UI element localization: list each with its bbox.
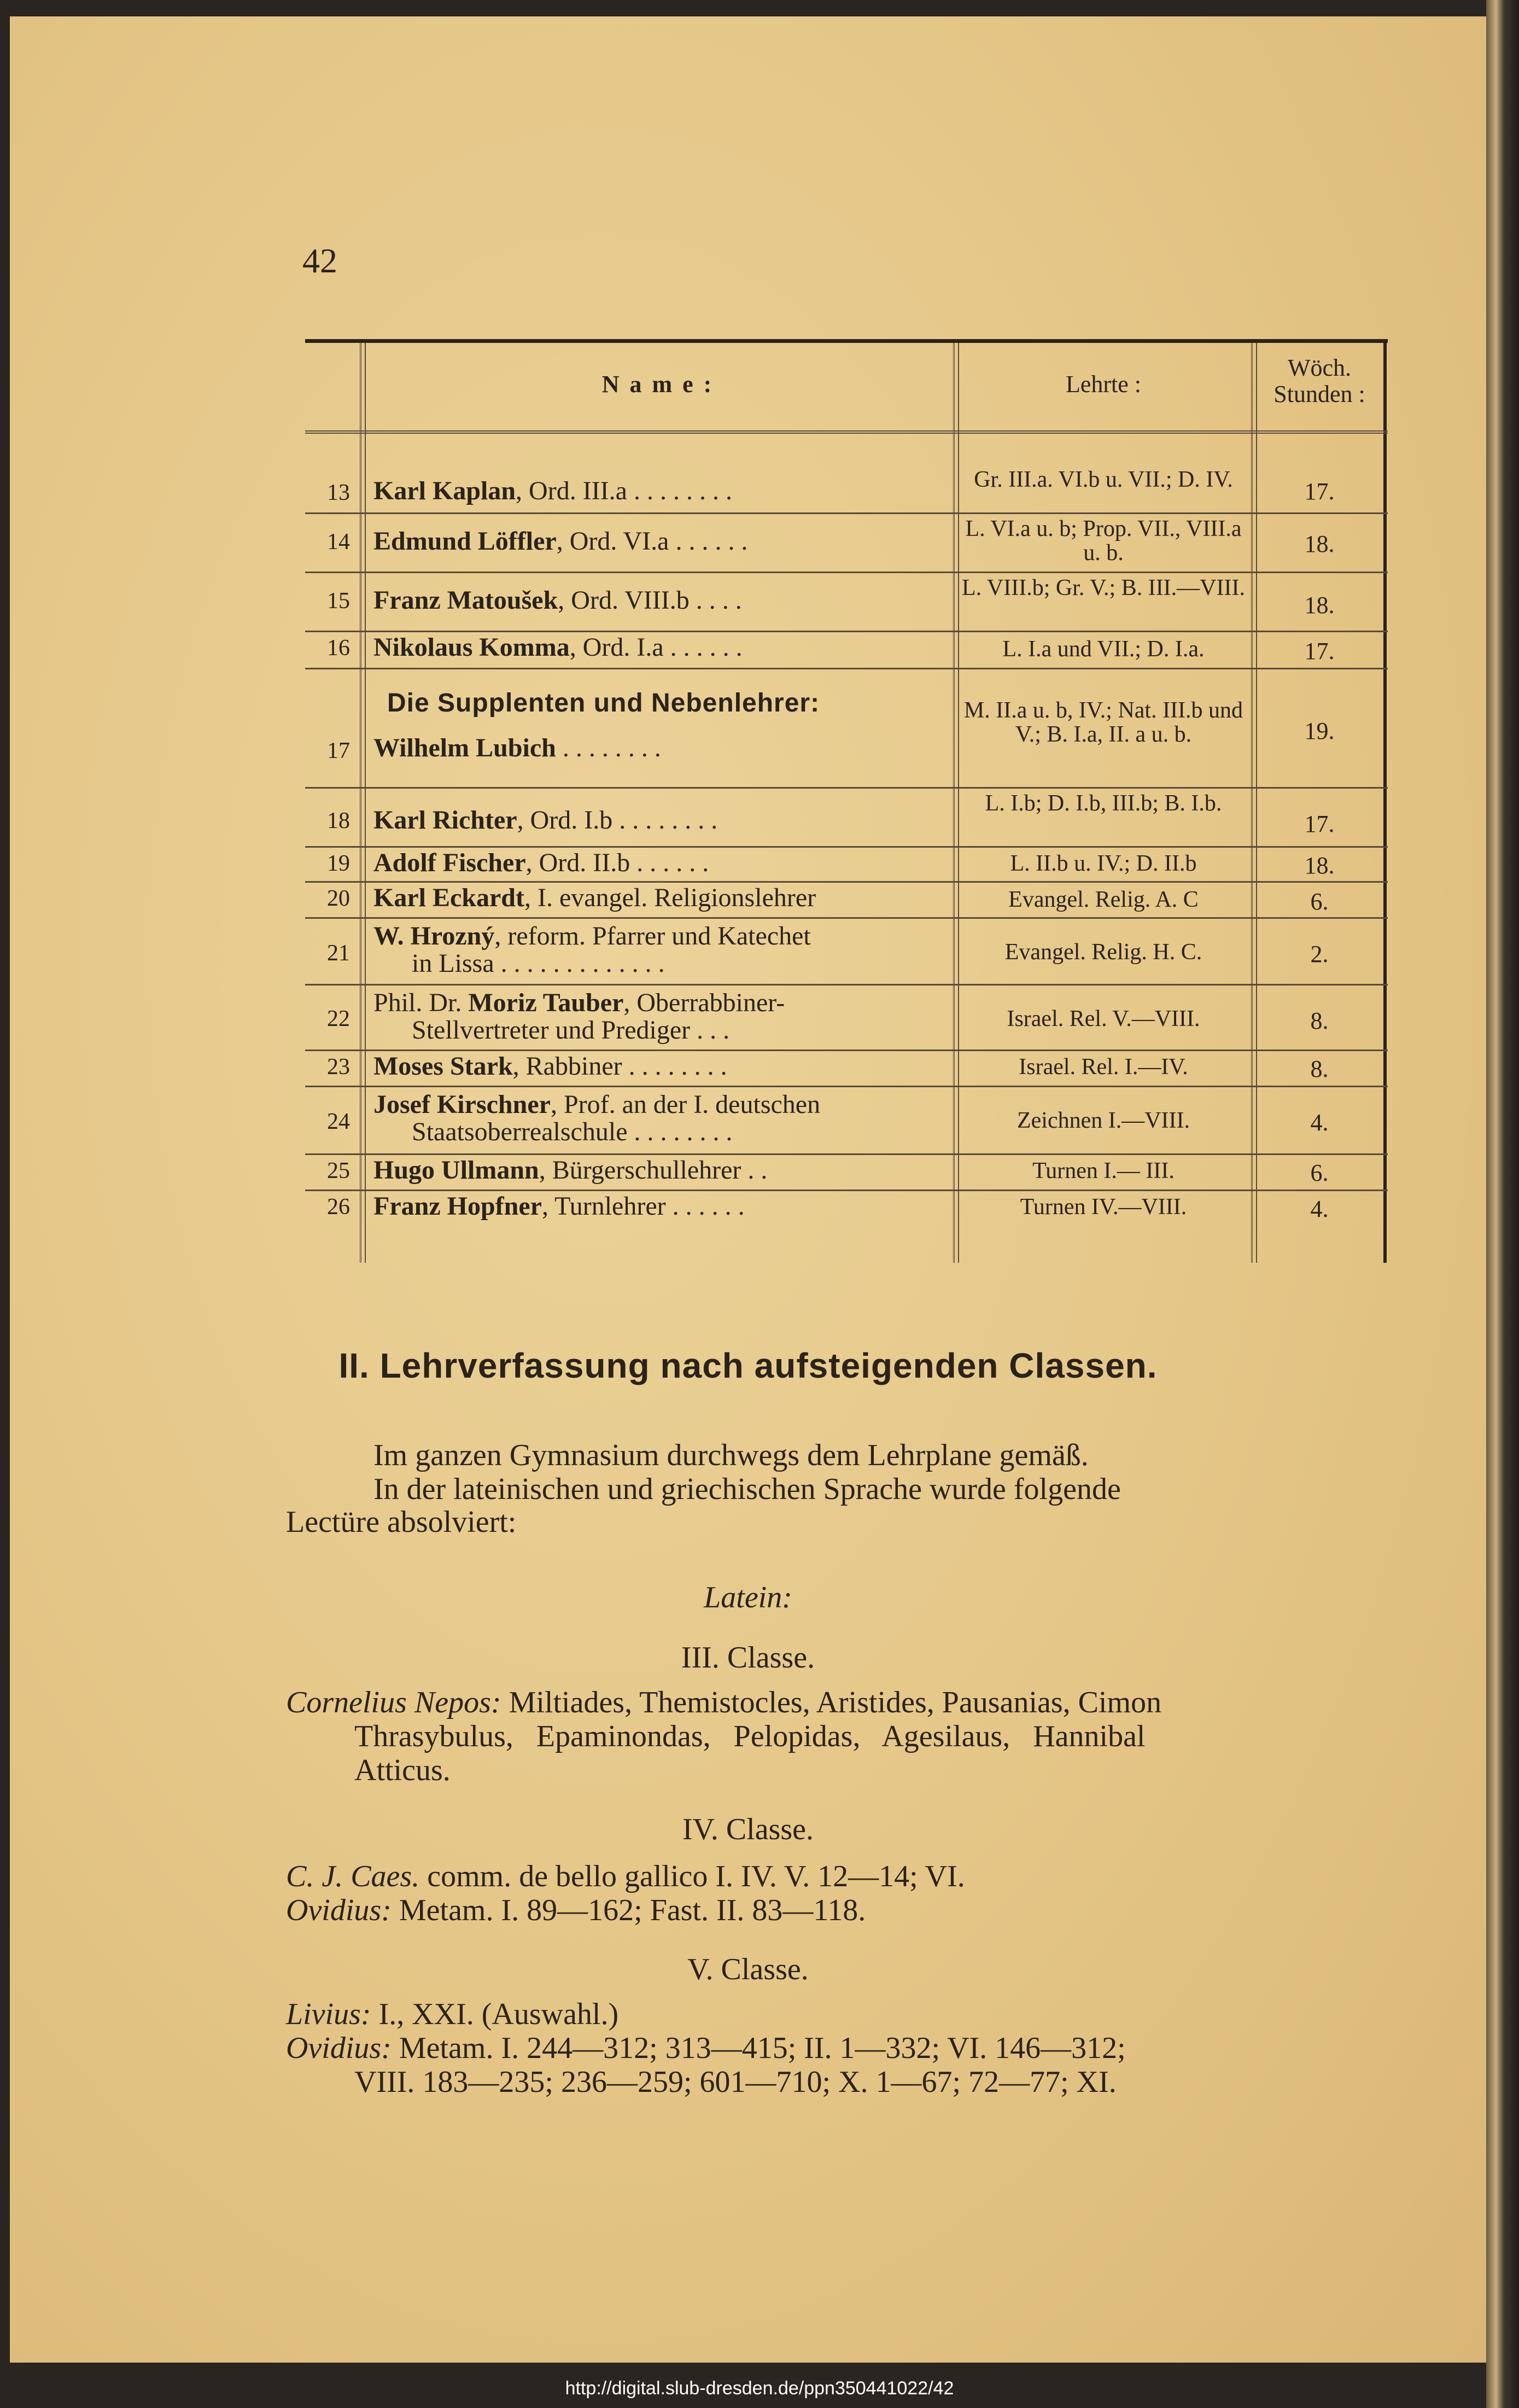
- row-number: 14: [327, 529, 350, 555]
- table-row: [305, 881, 1388, 919]
- teacher-name: [373, 884, 953, 912]
- name-rest: , Rabbiner . . . . . . . .: [512, 1052, 727, 1081]
- name-bold: W. Hrozný: [373, 922, 495, 951]
- name-rest: , Turnlehrer . . . . . .: [541, 1192, 745, 1221]
- row-number: 21: [327, 941, 350, 966]
- hours: 8.: [1310, 1056, 1329, 1082]
- subject: L. I.b; D. I.b, III.b; B. I.b.: [985, 791, 1222, 816]
- class3-line-2: Thrasybulus, Epaminondas, Pelopidas, Agesilaus, Hannibal: [354, 1719, 1146, 1753]
- table-row: [305, 1190, 1388, 1226]
- author: Ovidius:: [286, 2031, 392, 2065]
- name-rest: , Ord. III.a . . . . . . . .: [516, 476, 732, 505]
- table-row: [305, 1086, 1388, 1155]
- teacher-name: [373, 807, 953, 834]
- hours: 17.: [1304, 638, 1335, 664]
- class4-line-2: [286, 1893, 866, 1927]
- name-bold: Karl Richter: [373, 806, 517, 835]
- table-row: [305, 1153, 1388, 1191]
- name-rest: , Ord. I.b . . . . . . . .: [517, 806, 718, 835]
- row-number: 20: [327, 886, 350, 911]
- class3-line-3: Atticus.: [354, 1753, 451, 1787]
- name-bold: Franz Matoušek: [373, 586, 558, 615]
- source-url[interactable]: http://digital.slub-dresden.de/ppn350441022/42: [565, 2378, 954, 2399]
- row-number: 24: [327, 1109, 350, 1134]
- teacher-table: [305, 339, 1388, 1263]
- intro-line-3: Lectüre absolviert:: [286, 1505, 517, 1539]
- teacher-name: [373, 528, 953, 555]
- teacher-name: [373, 634, 953, 661]
- header-hours: Wöch. Stunden :: [1273, 354, 1365, 407]
- text: Miltiades, Themistocles, Aristides, Pausanias, Cimon: [501, 1686, 1162, 1719]
- author: Livius:: [286, 1997, 371, 2031]
- teacher-name: [373, 1053, 953, 1080]
- subject: Evangel. Relig. A. C: [1008, 887, 1199, 912]
- class5-line-2: [286, 2031, 1126, 2065]
- name-rest: , Ord. VI.a . . . . . .: [556, 527, 748, 556]
- latin-heading: Latein:: [704, 1581, 792, 1614]
- name-bold: Franz Hopfner: [373, 1192, 542, 1221]
- name-bold: Moriz Tauber: [468, 988, 624, 1017]
- table-row: [305, 440, 1388, 514]
- name-bold: Moses Stark: [373, 1052, 513, 1081]
- name-rest: , I. evangel. Religionslehrer: [524, 883, 816, 912]
- teacher-name: [373, 989, 953, 1044]
- table-header: [305, 343, 1388, 434]
- intro-line-2: In der lateinischen und griechischen Sprache wurde folgende: [373, 1472, 1121, 1506]
- table-row: [305, 917, 1388, 986]
- name-rest: , Ord. VIII.b . . . .: [558, 586, 742, 615]
- name-line2: Stellvertreter und Prediger . . .: [412, 1016, 730, 1045]
- author: Ovidius:: [286, 1893, 392, 1927]
- text: comm. de bello gallico I. IV. V. 12—14; VI.: [419, 1859, 965, 1893]
- hours: 18.: [1304, 852, 1335, 879]
- subject: Zeichnen I.—VIII.: [1016, 1108, 1190, 1133]
- hours: 18.: [1304, 530, 1335, 557]
- teacher-name: [373, 1091, 953, 1146]
- subject: L. II.b u. IV.; D. II.b: [1010, 851, 1197, 876]
- row-number: 13: [327, 480, 350, 505]
- table-row: [305, 572, 1388, 632]
- name-bold: Karl Eckardt: [373, 883, 524, 912]
- document-page: [10, 16, 1488, 2363]
- name-rest: , Ord. II.b . . . . . .: [525, 848, 709, 877]
- row-number: 19: [327, 851, 350, 876]
- text: I., XXI. (Auswahl.): [371, 1997, 619, 2031]
- row-number: 16: [327, 635, 350, 661]
- text: Metam. I. 244—312; 313—415; II. 1—332; VI. 146—312;: [391, 2031, 1126, 2065]
- subject: Evangel. Relig. H. C.: [1004, 940, 1202, 965]
- row-number: 26: [327, 1194, 350, 1220]
- table-row: [305, 846, 1388, 883]
- hours: 19.: [1304, 718, 1335, 744]
- teacher-name: [373, 923, 953, 977]
- name-rest: , Ord. I.a . . . . . .: [569, 633, 743, 662]
- subject: Turnen I.— III.: [1032, 1158, 1175, 1183]
- name-line2: Staatsoberrealschule . . . . . . . .: [412, 1117, 733, 1146]
- row-number: 15: [327, 588, 350, 614]
- author: C. J. Caes.: [286, 1859, 420, 1893]
- hours: 18.: [1304, 592, 1335, 619]
- name-rest: , Bürgerschullehrer . .: [539, 1156, 768, 1185]
- name-bold: Hugo Ullmann: [373, 1156, 539, 1185]
- supplement-heading: Die Supplenten und Nebenlehrer:: [387, 689, 820, 718]
- subject: Turnen IV.—VIII.: [1020, 1194, 1187, 1220]
- hours: 8.: [1310, 1007, 1329, 1034]
- hours: 4.: [1310, 1196, 1329, 1222]
- class5-line-3: VIII. 183—235; 236—259; 601—710; X. 1—67; 72—77; XI.: [354, 2065, 1117, 2099]
- class5-heading: V. Classe.: [687, 1952, 809, 1986]
- name-bold: Karl Kaplan: [373, 476, 516, 505]
- header-taught: Lehrte :: [1065, 371, 1142, 398]
- class5-line-1: [286, 1997, 618, 2031]
- subject: Gr. III.a. VI.b u. VII.; D. IV.: [974, 467, 1233, 492]
- name-rest: , Prof. an der I. deutschen: [550, 1090, 821, 1119]
- class4-line-1: [286, 1859, 965, 1893]
- page-number: 42: [302, 241, 337, 280]
- author: Cornelius Nepos:: [286, 1686, 501, 1719]
- name-bold: Josef Kirschner: [373, 1090, 551, 1119]
- hours: 6.: [1310, 1159, 1329, 1186]
- name-bold: Nikolaus Komma: [373, 633, 570, 662]
- name-line2: in Lissa . . . . . . . . . . . . .: [412, 949, 665, 978]
- hours: 4.: [1310, 1109, 1329, 1136]
- row-number: 25: [327, 1158, 350, 1183]
- text: Metam. I. 89—162; Fast. II. 83—118.: [391, 1893, 866, 1927]
- table-row: [305, 787, 1388, 848]
- teacher-name: [373, 1193, 953, 1220]
- subject: L. VIII.b; Gr. V.; B. III.—VIII.: [962, 575, 1245, 600]
- name-rest: . . . . . . . .: [556, 733, 661, 762]
- subject: M. II.a u. b, IV.; Nat. III.b und V.; B. I.a, II. a u. b.: [963, 698, 1243, 747]
- table-row: [305, 668, 1388, 789]
- row-number: 23: [327, 1054, 350, 1080]
- subject: L. VI.a u. b; Prop. VII., VIII.a u. b.: [965, 516, 1242, 565]
- table-row: [305, 631, 1388, 669]
- hours: 2.: [1310, 941, 1329, 967]
- intro-line-1: Im ganzen Gymnasium durchwegs dem Lehrplane gemäß.: [373, 1438, 1089, 1472]
- name-rest: , reform. Pfarrer und Katechet: [494, 922, 811, 951]
- class3-heading: III. Classe.: [681, 1641, 815, 1675]
- table-row: [305, 512, 1388, 573]
- row-number: 17: [327, 738, 350, 763]
- name-rest: , Oberrabbiner-: [623, 988, 785, 1017]
- subject: L. I.a und VII.; D. I.a.: [1002, 637, 1205, 662]
- name-prefix: Phil. Dr.: [373, 988, 469, 1017]
- subject: Israel. Rel. I.—IV.: [1019, 1054, 1188, 1080]
- header-name: N a m e :: [601, 371, 714, 398]
- table-row: [305, 1050, 1388, 1087]
- subject: Israel. Rel. V.—VIII.: [1007, 1006, 1200, 1031]
- hours: 17.: [1304, 811, 1335, 837]
- class3-line-1: [286, 1686, 1161, 1719]
- teacher-name: [373, 477, 953, 505]
- book-spine: [1486, 0, 1519, 2408]
- teacher-name: [373, 587, 953, 614]
- hours: 17.: [1304, 478, 1335, 505]
- teacher-name: [373, 849, 953, 877]
- section-title: II. Lehrverfassung nach aufsteigenden Classen.: [338, 1346, 1158, 1385]
- hours: 6.: [1310, 888, 1329, 915]
- teacher-name: [373, 734, 953, 762]
- name-bold: Adolf Fischer: [373, 848, 526, 877]
- teacher-name: [373, 1157, 953, 1184]
- row-number: 18: [327, 808, 350, 833]
- class4-heading: IV. Classe.: [682, 1812, 814, 1846]
- row-number: 22: [327, 1006, 350, 1031]
- name-bold: Wilhelm Lubich: [373, 733, 556, 762]
- table-row: [305, 984, 1388, 1051]
- name-bold: Edmund Löffler: [373, 527, 557, 556]
